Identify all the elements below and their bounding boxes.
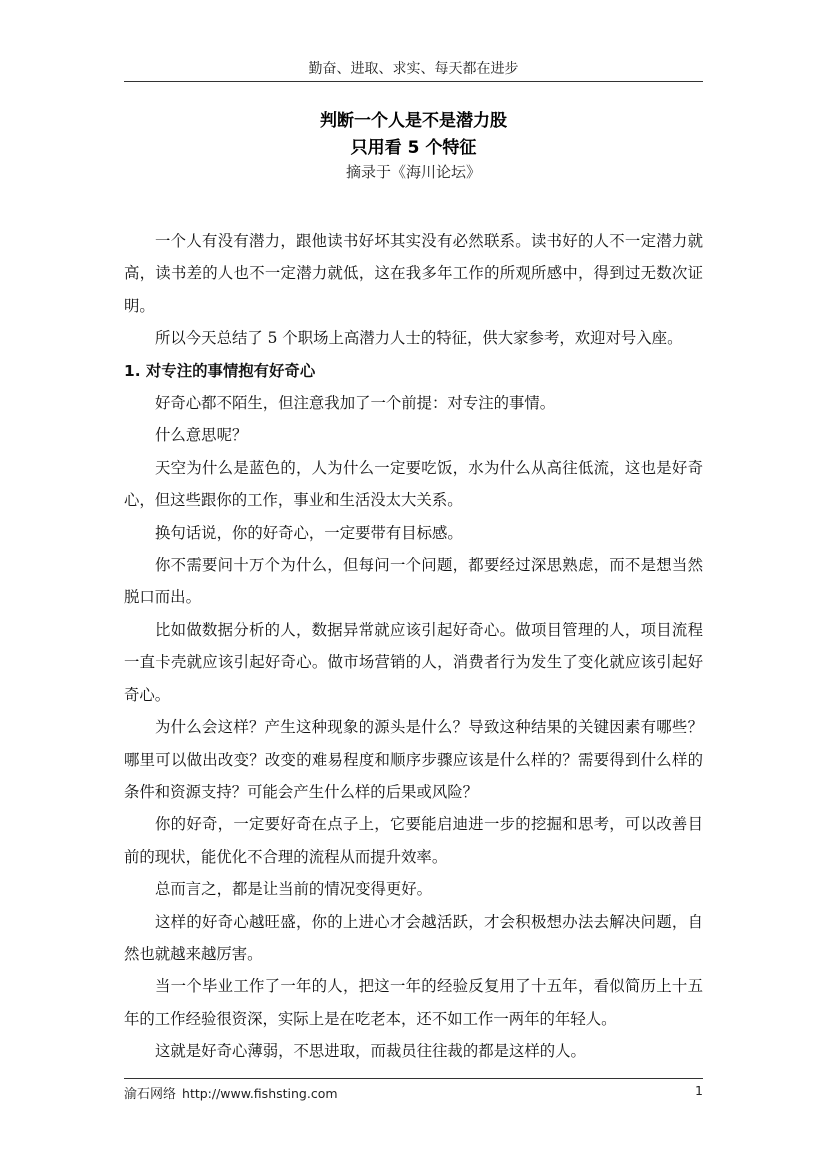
- paragraph: 为什么会这样？产生这种现象的源头是什么？导致这种结果的关键因素有哪些？哪里可以做出改变？改变的难易程度和顺序步骤应该是什么样的？需要得到什么样的条件和资源支持？可能会产生什么样的后果或风险？: [124, 718, 703, 801]
- paragraph: 换句话说，你的好奇心，一定要带有目标感。: [155, 523, 463, 542]
- paragraph: 一个人有没有潜力，跟他读书好坏其实没有必然联系。读书好的人不一定潜力就高，读书差的人也不一定潜力就低，这在我多年工作的所观所感中，得到过无数次证明。: [124, 232, 703, 315]
- paragraph: 好奇心都不陌生，但注意我加了一个前提：对专注的事情。: [155, 394, 556, 413]
- paragraph: 天空为什么是蓝色的，人为什么一定要吃饭，水为什么从高往低流，这也是好奇心，但这些跟你的工作，事业和生活没太大关系。: [124, 458, 703, 510]
- paragraph: 这样的好奇心越旺盛，你的上进心才会越活跃，才会积极想办法去解决问题，自然也就越来越厉害。: [124, 912, 703, 963]
- article-title-line-2: 只用看 5 个特征: [350, 138, 477, 158]
- paragraph: 你不需要问十万个为什么，但每问一个问题，都要经过深思熟虑，而不是想当然脱口而出。: [124, 556, 703, 607]
- article-source: 摘录于《海川论坛》: [345, 163, 481, 181]
- footer-company: 渝石网络: [124, 1087, 177, 1102]
- paragraph: 这就是好奇心薄弱，不思进取，而裁员往往裁的都是这样的人。: [155, 1042, 586, 1061]
- page-header-motto: 勤奋、进取、求实、每天都在进步: [308, 61, 519, 77]
- article-title-line-1: 判断一个人是不是潜力股: [320, 111, 507, 131]
- article-body: [124, 225, 703, 1068]
- footer-url-link[interactable]: http://www.fishsting.com: [182, 1086, 338, 1101]
- page-footer: [124, 1083, 338, 1102]
- paragraph: 比如做数据分析的人，数据异常就应该引起好奇心。做项目管理的人，项目流程一直卡壳就应该引起好奇心。做市场营销的人，消费者行为发生了变化就应该引起好奇心。: [124, 620, 703, 704]
- section-heading: 1. 对专注的事情抱有好奇心: [124, 361, 316, 380]
- header-divider: [124, 81, 703, 82]
- paragraph: 你的好奇，一定要好奇在点子上，它要能启迪进一步的挖掘和思考，可以改善目前的现状，能优化不合理的流程从而提升效率。: [124, 815, 703, 866]
- paragraph: 所以今天总结了 5 个职场上高潜力人士的特征，供大家参考，欢迎对号入座。: [155, 329, 683, 348]
- paragraph: 什么意思呢？: [155, 426, 248, 445]
- paragraph: 总而言之，都是让当前的情况变得更好。: [155, 880, 433, 899]
- paragraph: 当一个毕业工作了一年的人，把这一年的经验反复用了十五年，看似简历上十五年的工作经验很资深，实际上是在吃老本，还不如工作一两年的年轻人。: [124, 977, 703, 1028]
- footer-divider: [124, 1078, 703, 1079]
- page-number: 1: [695, 1083, 703, 1098]
